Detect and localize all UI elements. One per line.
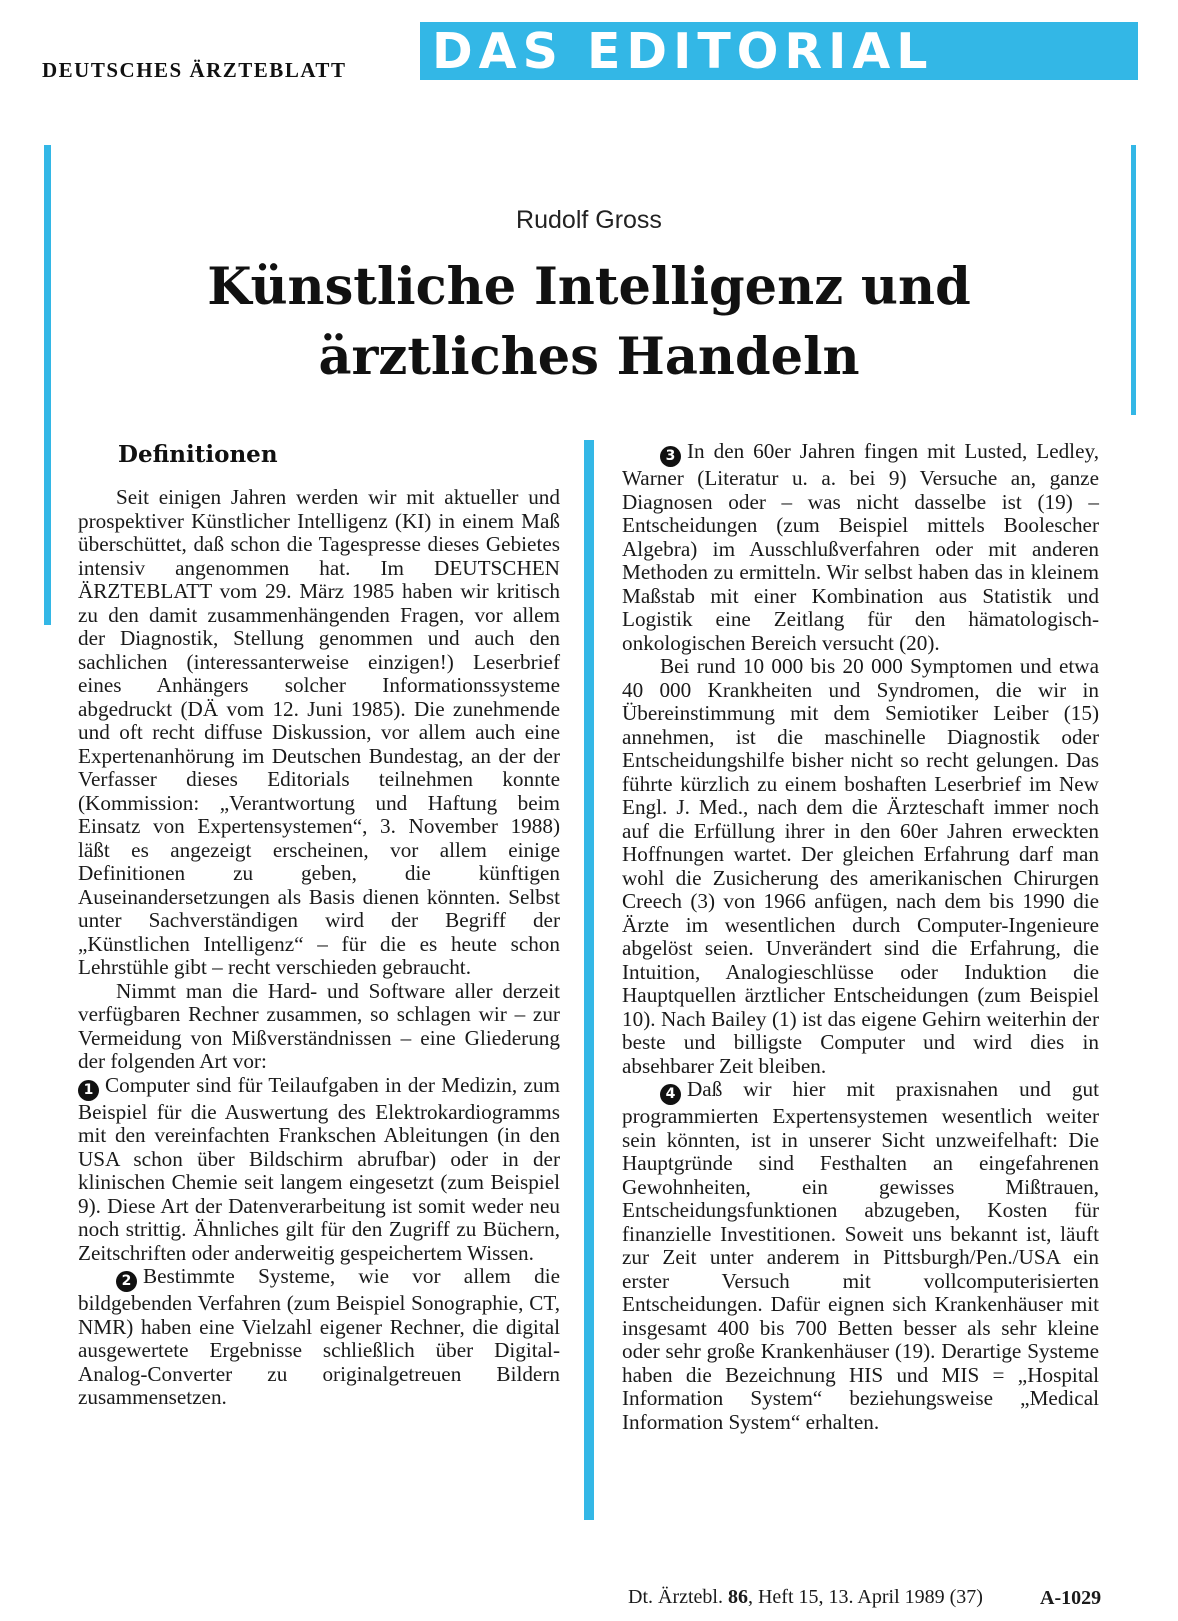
- title-line-2: ärztliches Handeln: [318, 327, 860, 387]
- paragraph-text: Computer sind für Teilaufgaben in der Medizin, zum Beispiel für die Auswertung des Elektrokardiogramms mit den vereinfachten Frankschen Ableitungen (in den USA schon über Bildschirm abrufbar) oder in der klinischen Chemie seit langem eingesetzt (zum Beispiel 9). Diese Art der Datenverarbeitung ist somit weder neu noch strittig. Ähnliches gilt für den Zugriff zu Büchern, Zeitschriften oder anderweitig gespeichertem Wissen.: [78, 1072, 560, 1265]
- article-author: Rudolf Gross: [516, 206, 662, 234]
- number-badge-icon: 2: [116, 1271, 137, 1292]
- numbered-paragraph: [622, 1078, 1099, 1434]
- citation-prefix: Dt. Ärztebl.: [628, 1586, 723, 1608]
- paragraph: Seit einigen Jahren werden wir mit aktueller und prospektiver Künstlicher Intelligenz (KI) in einem Maß überschüttet, daß schon die Tagespresse dieses Gebietes intensiv angenommen hat. Im DEUTSCHEN ÄRZTEBLATT vom 29. März 1985 haben wir kritisch zu den damit zusammenhängenden Fragen, vor allem der Diagnostik, Stellung genommen und auch den sachlichen (interessanterweise einzigen!) Leserbrief eines Anhängers solcher Informationssysteme abgedruckt (DÄ vom 12. Juni 1985). Die zunehmende und oft recht diffuse Diskussion, vor allem auch eine Expertenanhörung im Deutschen Bundestag, an der der Verfasser dieses Editorials teilnehmen konnte (Kommission: „Verantwortung und Haftung beim Einsatz von Expertensystemen“, 3. November 1988) läßt es angezeigt erscheinen, vor allem einige Definitionen zu geben, die künftigen Auseinandersetzungen als Basis dienen könnten. Selbst unter Sachverständigen wird der Begriff der „Künstlichen Intelligenz“ – für die es heute schon Lehrstühle gibt – recht verschieden gebraucht.: [78, 485, 560, 979]
- numbered-paragraph: [622, 440, 1099, 655]
- section-heading: Definitionen: [118, 441, 278, 468]
- paragraph: Bei rund 10 000 bis 20 000 Symptomen und etwa 40 000 Krankheiten und Syndromen, die wir in Übereinstimmung mit dem Semiotiker Leiber (15) annehmen, ist die maschinelle Diagnostik oder Entscheidungshilfe bisher nicht so recht gelungen. Das führte kürzlich zu einem boshaften Leserbrief im New Engl. J. Med., nach dem die Ärzteschaft immer noch auf die Erfüllung ihrer in den 60er Jahren erweckten Hoffnungen wartet. Der gleichen Erfahrung darf man wohl die Zusicherung des amerikanischen Chirurgen Creech (3) von 1966 anfügen, nach dem bis 1990 die Ärzte im wesentlichen durch Computer-Ingenieure abgelöst seien. Unverändert sind die Erfahrung, die Intuition, Analogieschlüsse oder Induktion die Hauptquellen ärztlicher Entscheidungen (zum Beispiel 10). Nach Bailey (1) ist das eigene Gehirn weiterhin der beste und billigste Computer und wird dies in absehbarer Zeit bleiben.: [622, 654, 1099, 1078]
- title-line-1: Künstliche Intelligenz und: [207, 257, 971, 317]
- text-column-left: [78, 440, 560, 1410]
- section-banner: [420, 22, 1138, 80]
- article-title: [0, 252, 1178, 392]
- number-badge-icon: 1: [78, 1080, 99, 1101]
- paragraph-text: Daß wir hier mit praxisnahen und gut programmierten Expertensystemen wesentlich weiter sein könnten, ist in unserer Sicht unzweifelhaft: Die Hauptgründe sind Festhalten an eingefahrenen Gewohnheiten, ein gewisses Mißtrauen, Entscheidungsfunktionen abzugeben, Kosten für finanzielle Investitionen. Soweit uns bekannt ist, läuft zur Zeit unter anderem in Pittsburgh/Pen./USA ein erster Versuch mit vollcomputerisierten Entscheidungen. Dafür eignen sich Krankenhäuser mit insgesamt 400 bis 700 Betten besser als sehr kleine oder sehr große Krankenhäuser (19). Derartige Systeme haben die Bezeichnung HIS und MIS = „Hospital Information System“ beziehungsweise „Medical Information System“ erhalten.: [622, 1077, 1099, 1434]
- column-divider-rule: [584, 440, 594, 1520]
- page-number: A-1029: [1040, 1587, 1102, 1609]
- text-column-right: [622, 440, 1099, 1434]
- numbered-paragraph: [78, 1265, 560, 1410]
- number-badge-icon: 3: [660, 446, 681, 467]
- section-label: DAS EDITORIAL: [432, 23, 934, 80]
- paragraph-text: In den 60er Jahren fingen mit Lusted, Ledley, Warner (Literatur u. a. bei 9) Versuche an, ganze Diagnosen oder – was nicht dasselbe ist (19) – Entscheidungen (zum Beispiel mittels Boolescher Algebra) im Ausschlußverfahren oder mit anderen Methoden zu ermitteln. Wir selbst haben das in kleinem Maßstab mit einer Kombination aus Statistik und Logistik eine Zeitlang für den hämatologisch-onkologischen Bereich versucht (20).: [622, 439, 1099, 655]
- volume-number: 86: [727, 1586, 748, 1608]
- paragraph-text: Bestimmte Systeme, wie vor allem die bildgebenden Verfahren (zum Beispiel Sonographie, CT, NMR) haben eine Vielzahl eigener Rechner, die digital ausgewertete Ergebnisse schließlich über Digital-Analog-Converter zu originalgetreuen Bildern zusammensetzen.: [78, 1264, 560, 1409]
- paragraph: Nimmt man die Hard- und Software aller derzeit verfügbaren Rechner zusammen, so schlagen wir – zur Vermeidung von Mißverständnissen – eine Gliederung der folgenden Art vor:: [78, 978, 560, 1073]
- citation-details: , Heft 15, 13. April 1989 (37): [747, 1586, 983, 1608]
- masthead: DEUTSCHES ÄRZTEBLATT: [42, 58, 347, 82]
- number-badge-icon: 4: [660, 1084, 681, 1105]
- numbered-paragraph: [78, 1074, 560, 1266]
